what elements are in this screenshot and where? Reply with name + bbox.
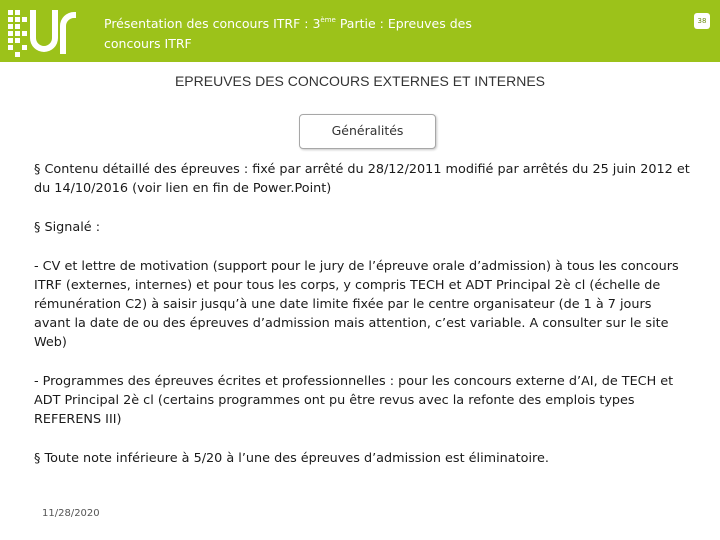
un-logo-icon (6, 4, 78, 58)
section-title: EPREUVES DES CONCOURS EXTERNES ET INTERNES (174, 73, 546, 89)
footer-date: 11/28/2020 (42, 508, 100, 519)
paragraph-cv: - CV et lettre de motivation (support pour le jury de l’épreuve orale d’admission) à tous les concours ITRF (externes, internes) et pour tous les corps, y compris TECH et ADT Principal 2è cl (échelle de rémunération C2) à saisir jusqu’à une date limite fixée par le centre organisateur (de 1 à 7 jours avant la date de ou des épreuves d’admission mais attention, c’est variable. A consulter sur le site Web) (34, 259, 679, 350)
paragraph-signale: § Signalé : (34, 220, 101, 235)
title-superscript: ème (320, 16, 336, 24)
body-content (34, 160, 690, 488)
title-line-2: concours ITRF (104, 36, 192, 51)
title-text-cont: Partie : Epreuves des (335, 16, 472, 31)
header-bar (0, 0, 720, 62)
page-number: 38 (694, 13, 710, 29)
paragraph-programmes: - Programmes des épreuves écrites et professionnelles : pour les concours externe d’AI, de TECH et ADT Principal 2è cl (certains programmes ont pu être revus avec la refonte des emplois types REFERENS III) (34, 374, 674, 427)
paragraph-note: § Toute note inférieure à 5/20 à l’une des épreuves d’admission est éliminatoire. (34, 451, 549, 466)
presentation-title (104, 10, 524, 54)
title-text: Présentation des concours ITRF : 3 (104, 16, 321, 31)
generalites-box (299, 114, 436, 149)
paragraph-contenu: § Contenu détaillé des épreuves : fixé par arrêté du 28/12/2011 modifié par arrêtés du 25 juin 2012 et du 14/10/2016 (voir lien en fin de Power.Point) (34, 162, 690, 196)
generalites-label: Généralités (331, 123, 404, 138)
